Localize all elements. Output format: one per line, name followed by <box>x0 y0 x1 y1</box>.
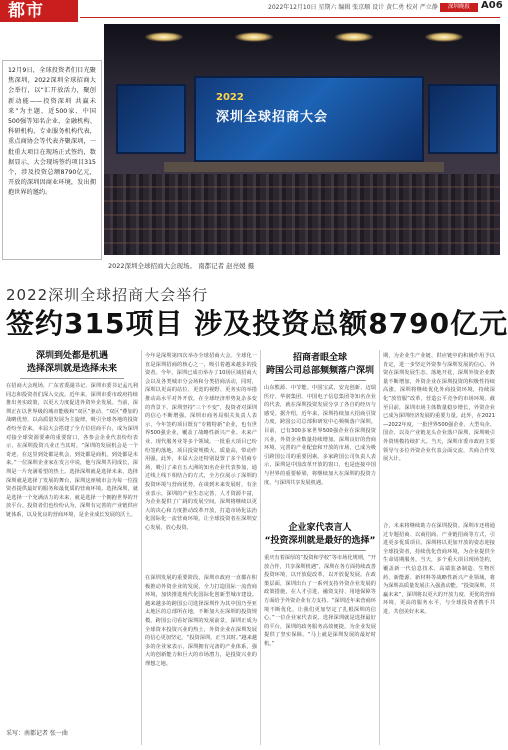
lead-text: 12月9日，全球投资者们目光聚焦深圳，2022深圳全球招商大会举行，以“汇开放活力，聚创新动能——投资深圳 共赢未来”为主题，近500家、中国500强等知名企业、金融机构、科研机构、专业服务机构代表，重点商协会等代表齐聚深圳，一批重大项目在现场正式签约，数据显示，大会现场签约项目315个，涉及投资总额8790亿元，开放的深圳因商业环境，发出拥抱世界的邀约。 <box>8 67 96 197</box>
column-divider <box>260 350 261 745</box>
photo-caption: 2022深圳全球招商大会现场。 南都记者 赵亮媛 摄 <box>108 262 255 270</box>
byline: 采写：南都记者 张一曲 <box>6 730 68 737</box>
side-screen-right <box>428 84 498 154</box>
audience-rows <box>104 174 500 255</box>
column-6: 重庆有着深厚的“投资和学校”等市场化规则，“开放合作，共享深圳机遇”，深圳在各方面持续改善投资环境，以开放促改革，以开放促发展。在政策层面，深圳出台了一系列支持外资企业发展的政策措施，在人才引进、融资支持、用地保障等方面给予外资企业有力支持。“深圳近年来营商环境不断优化，让我们更加坚定了扎根深圳的信心。”一位企业家代表说，选择深圳就是选择最好的平台，深圳的政务服务高效便捷，为企业发展提供了坚实保障。“马上就是深圳发展的最好时机。” <box>264 555 376 647</box>
header-badge: 深圳晚报 <box>440 3 478 12</box>
header-rule <box>80 17 500 18</box>
subhead-opportunity <box>6 350 138 376</box>
stage-screen <box>194 76 424 162</box>
section-tag: 都市 <box>0 0 78 22</box>
subhead-global <box>264 352 376 378</box>
column-4: 期，为企业生产业链、供应链中的积极作用予以肯定，进一步坚定外资参与深圳发展的信心。外资在深圳发展生态、落地开花，深圳外资企业数量不断增加，外资企业在深圳投资的积极性持续高涨。深圳将继续优化外商投资环境，持续深化“放管服”改革，营造公平竞争的市场环境。截至目前，深圳市场主体数量稳步增长，外资企业已成为深圳经济发展的重要力量。此外，在2021—2022年度，一批世界500强企业、大型央企、国企、以及产业链龙头企业落户深圳，深圳吸引外资规模持续扩大。当天，深圳市委市政府主要领导与多位外资企业代表会面交流，共商合作发展大计。 <box>383 353 495 463</box>
lead-box <box>2 60 102 260</box>
screen-title: 深圳全球招商大会 <box>216 110 329 125</box>
chandelier <box>234 32 274 42</box>
column-divider <box>141 350 142 745</box>
chandelier <box>334 32 374 42</box>
chandelier <box>144 32 184 42</box>
column-1: 在招商大会现场，广东省委副书记、深圳市委书记孟凡利同志和投资者们深入交流。近年来，深圳市委市政府持续推出务实政策，以更大力度促进外资外企发展。当前，深圳正在以世界级的城市能级和“双区”驱动、“双区”叠加的战略优势，以高质量发展为主旋律，吸引全球各地的投资者纷至沓来。本届大会搭建了全方位招商平台，成为深圳对接全球资源要素的重要窗口，各参会企业代表纷纷表示，在深圳投资兴业正当其时。“深圳的发展机会是一个奇迹，在这里到处都是机会，到处都是商机，到处都是未来。”一位深圳企业家在发言中说，他与深圳共同成长，深圳是一片充满希望的热土。选择深圳就是选择未来，选择深圳就是选择了发展的舞台，深圳这座城市会为每一位投资者提供最好的服务和最优质的营商环境。选择深圳，就是选择一个充满活力的未来，就是选择一个拥抱世界的开放平台。投资者们也纷纷认为，深圳有完善的产业链供应链体系，以及优良的营商环境，是企业成长发展的沃土。 <box>6 383 138 518</box>
headline: 签约315项目 涉及投资总额8790亿元 <box>6 307 508 340</box>
subhead-rule <box>274 550 366 551</box>
column-7: 合，未来将继续助力在深圳投资。深圳市还将通过专题招商、以商招商、产业链招商等方式，引进更多优质项目。深圳将以更加开放的姿态迎接全球投资者，持续优化营商环境，为企业提供全生命周期服务。当天，多个重大项目现场签约，覆盖新一代信息技术、高端装备制造、生物医药、新能源、新材料等战略性新兴产业领域，将为深圳高质量发展注入强劲动能。“投资深圳，共赢未来”，深圳将以更大的开放力度、更优的营商环境、更高的服务水平，与全球投资者携手共进，共创美好未来。 <box>383 523 495 615</box>
subhead-line: 招商者眼全球 <box>292 353 347 363</box>
column-2: 今年是深圳第四次举办全球招商大会。全球化一直是深圳招商的核心之一，吸引着越来越多的投资者。今年，深圳已成功举办了10场区域招商大会以及各类城市分会场和分类招商活动，同时，深圳以更高的站位、更宽的视野、更务实的举措推动高水平对外开放。在全球经济形势复杂多变的背景下，深圳坚持“三个不变”，投资者对深圳的信心不断增强。深圳市商务局相关负责人表示，今年签约项目既有“专精特新”企业，也有世界500强企业，覆盖了战略性新兴产业、未来产业、现代服务业等多个领域。一批重大项目已纷纷签约落地，项目投资规模大、质量高，带动作用强。此外，本届大会还特别设置了多个招商专场，吸引了来自五大洲的知名企业代表参加，通过线上线下相结合的方式，全方位展示了深圳的投资环境与营商优势。在谈到未来发展时，有企业表示，深圳的产业生态完善、人才资源丰富，为企业提供了广阔的发展空间。深圳将继续以更大的决心和力度推动改革开放，打造市场化法治化国际化一流营商环境，让全球投资者在深圳安心发展、放心投资。 <box>145 353 257 531</box>
kicker: 2022深圳全球招商大会举行 <box>6 286 209 304</box>
subhead-line: 跨国公司总部频频落户深圳 <box>265 366 374 376</box>
subhead-line: “投资深圳就是最好的选择” <box>264 536 376 546</box>
event-photo <box>104 24 500 255</box>
subhead-line: 企业家代表言人 <box>288 523 352 533</box>
subhead-rule <box>274 380 366 381</box>
screen-year: 2022 <box>216 92 244 103</box>
subhead-entrepreneur <box>264 522 376 548</box>
subhead-rule <box>20 378 124 379</box>
column-3: 山东熊源、中节能、中国宝武、安克创新、迈瑞医疗、华润集团、中国电子信息集团等知名企业的代表，就在深圳投资发展分享了各自的经历与感受。据介绍，近年来，深圳持续加大招商引资力度，跨国公司总部和研发中心频频落户深圳。目前，已有300多家世界500强企业在深圳投资兴业，外资企业数量持续增加。深圳良好的营商环境、完善的产业配套和开放的市场，已成为吸引跨国公司的重要因素。多家跨国公司负责人表示，深圳是中国改革开放的窗口，也是连接中国与世界的重要桥梁，将继续加大在深圳的投资力度，与深圳共享发展机遇。 <box>264 385 376 486</box>
column-5: 在深圳发展的重要阶段，深圳市政府一直都在积极推动外资企业的发展，全力打造国际一流营商环境，加快推进现代化国际化创新型城市建设。越来越多的跨国公司选择深圳作为其中国乃至亚太地区的总部所在地，不断加大在深圳的投资规模。跨国公司看好深圳的发展前景，深圳正成为全球资本投资兴业的热土，外资企业在深圳发展的信心更加坚定。“投资深圳，正当其时。”越来越多的企业家表示，深圳拥有完备的产业体系，强大的创新能力和巨大的市场潜力，是投资兴业的理想之地。 <box>145 575 257 667</box>
column-divider <box>379 350 380 745</box>
chandelier <box>424 32 464 42</box>
stage <box>164 162 444 172</box>
subhead-line: 选择深圳就是选择未来 <box>26 364 117 374</box>
page-number: A06 <box>481 0 503 11</box>
side-screen-left <box>116 84 186 154</box>
header-info: 2022年12月10日 星期六 编辑 张京顺 设计 黄仁勇 校对 严立静 <box>268 4 438 11</box>
subhead-line: 深圳到处都是机遇 <box>35 351 108 361</box>
masthead <box>0 0 503 22</box>
